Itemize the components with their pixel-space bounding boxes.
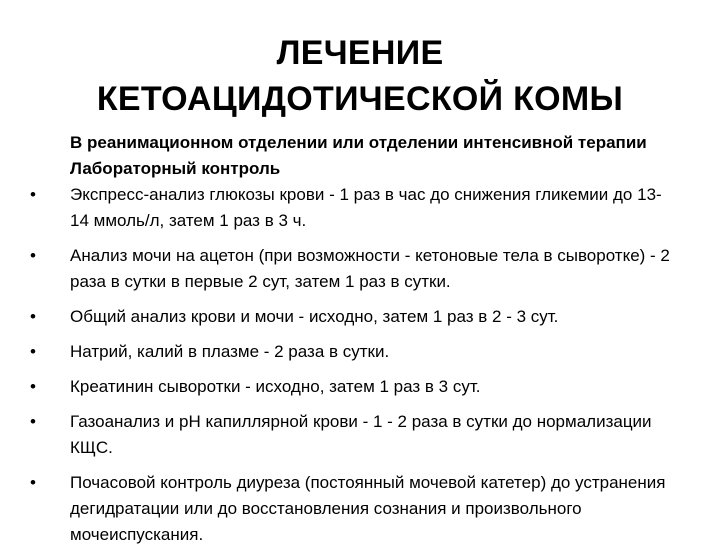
list-item — [0, 304, 720, 330]
bullet-icon: • — [30, 473, 36, 492]
list-item-text: Креатинин сыворотки - исходно, затем 1 раз в 3 сут. — [70, 377, 481, 396]
bullet-icon: • — [30, 342, 36, 361]
monitoring-list — [0, 182, 720, 557]
list-item — [0, 374, 720, 400]
list-item-text: Общий анализ крови и мочи - исходно, затем 1 раз в 2 - 3 сут. — [70, 307, 559, 326]
slide-title — [0, 30, 720, 122]
list-item — [0, 339, 720, 365]
intro-text: В реанимационном отделении или отделении интенсивной терапии Лабораторный контроль — [70, 133, 647, 178]
slide-title-line-2: КЕТОАЦИДОТИЧЕСКОЙ КОМЫ — [96, 80, 624, 118]
slide-title-line-1: ЛЕЧЕНИЕ — [276, 34, 444, 72]
bullet-icon: • — [30, 412, 36, 431]
list-item-text: Экспресс-анализ глюкозы крови - 1 раз в час до снижения гликемии до 13-14 ммоль/л, затем 1 раз в 3 ч. — [70, 185, 662, 230]
bullet-icon: • — [30, 246, 36, 265]
list-item-text: Натрий, калий в плазме - 2 раза в сутки. — [70, 342, 390, 361]
list-item — [0, 470, 720, 548]
bullet-icon: • — [30, 377, 36, 396]
list-item — [0, 243, 720, 295]
list-item-text: Почасовой контроль диуреза (постоянный мочевой катетер) до устранения дегидратации или до восстановления сознания и произвольного мочеиспускания. — [70, 473, 666, 544]
list-item — [0, 409, 720, 461]
list-item — [0, 182, 720, 234]
bullet-icon: • — [30, 185, 36, 204]
list-item-text: Газоанализ и рН капиллярной крови - 1 - 2 раза в сутки до нормализации КЩС. — [70, 412, 652, 457]
bullet-icon: • — [30, 307, 36, 326]
list-item-text: Анализ мочи на ацетон (при возможности - кетоновые тела в сыворотке) - 2 раза в сутки в первые 2 сут, затем 1 раз в сутки. — [70, 246, 670, 291]
